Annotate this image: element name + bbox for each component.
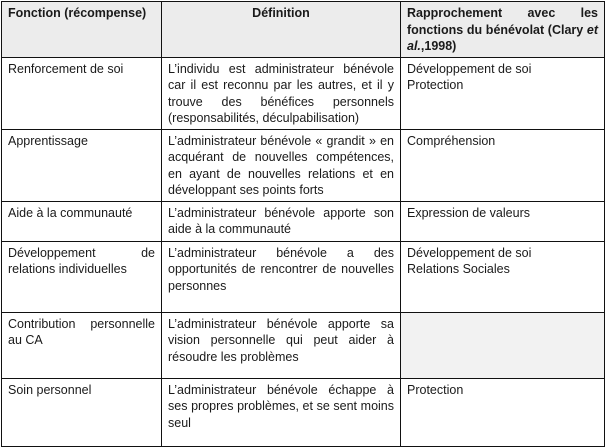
cell-fonction: Contribution personnelle au CA [2, 312, 162, 378]
cell-fonction: Renforcement de soi [2, 57, 162, 129]
cell-rapprochement [401, 241, 605, 312]
header-definition: Définition [162, 2, 401, 58]
rapprochement-item: Développement de soi [407, 245, 532, 260]
header-rapprochement [401, 2, 605, 58]
cell-definition: L’administrateur bénévole a des opportunités de rencontrer de nouvelles personnes [162, 241, 401, 312]
header-rapprochement-year: ,1998) [420, 39, 457, 53]
table-row [2, 129, 605, 201]
cell-definition: L’administrateur bénévole apporte son aide à la communauté [162, 201, 401, 241]
table-row [2, 312, 605, 378]
rapprochement-item: Protection [407, 382, 464, 397]
cell-rapprochement [401, 129, 605, 201]
cell-rapprochement [401, 201, 605, 241]
cell-definition: L’administrateur bénévole apporte sa vision personnelle qui peut aider à résoudre les problèmes [162, 312, 401, 378]
rapprochement-item: Relations Sociales [407, 262, 510, 276]
table-header-row [2, 2, 605, 58]
cell-definition: L’individu est administrateur bénévole car il est reconnu par les autres, et il y trouve des bénéfices personnels (responsabilités, déculpabilisation) [162, 57, 401, 129]
cell-fonction: Aide à la communauté [2, 201, 162, 241]
cell-rapprochement [401, 378, 605, 446]
header-fonction: Fonction (récompense) [2, 2, 162, 58]
table-row [2, 378, 605, 446]
rapprochement-item: Expression de valeurs [407, 205, 530, 220]
header-rapprochement-text: Rapprochement avec les fonctions du bénévolat (Clary [407, 6, 598, 37]
cell-rapprochement [401, 57, 605, 129]
rapprochement-item: Compréhension [407, 133, 496, 148]
header-rapprochement-etal: et al. [407, 22, 598, 53]
cell-definition: L’administrateur bénévole « grandit » en acquérant de nouvelles compétences, en ayant de nouvelles relations et en développant ses points forts [162, 129, 401, 201]
table-row [2, 241, 605, 312]
table-row [2, 201, 605, 241]
cell-fonction: Développement de relations individuelles [2, 241, 162, 312]
table-row [2, 57, 605, 129]
cell-definition: L’administrateur bénévole échappe à ses propres problèmes, et se sent moins seul [162, 378, 401, 446]
rapprochement-item: Protection [407, 78, 464, 92]
cell-fonction: Apprentissage [2, 129, 162, 201]
rapprochement-item: Développement de soi [407, 61, 532, 76]
functions-table [1, 1, 605, 447]
cell-rapprochement-empty [401, 312, 605, 378]
cell-fonction: Soin personnel [2, 378, 162, 446]
